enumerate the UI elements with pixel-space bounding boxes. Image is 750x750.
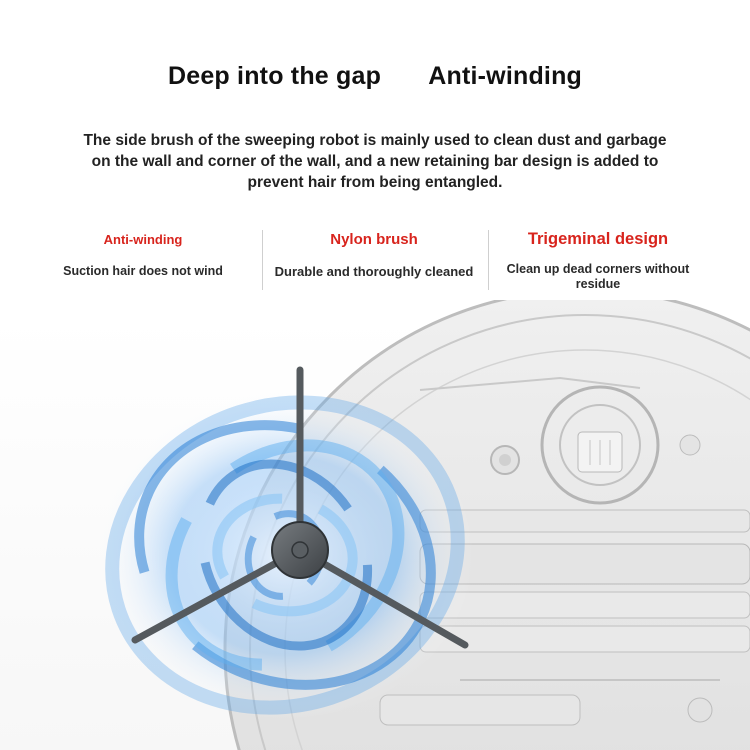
feature-title: Nylon brush — [330, 231, 418, 248]
feature-trigeminal-design — [488, 228, 708, 292]
feature-subtitle: Suction hair does not wind — [63, 264, 223, 278]
feature-title: Anti-winding — [103, 232, 183, 247]
product-illustration — [0, 300, 750, 750]
headline-part-2: Anti-winding — [428, 62, 583, 90]
feature-subtitle: Durable and thoroughly cleaned — [274, 264, 474, 279]
feature-anti-winding — [40, 228, 246, 279]
headline-part-1: Deep into the gap — [167, 62, 382, 90]
feature-nylon-brush — [262, 228, 486, 279]
headline — [0, 62, 750, 91]
description-text: The side brush of the sweeping robot is mainly used to clean dust and garbage on the wall and corner of the wall, and a new retaining bar design is added to prevent hair from being entangled. — [83, 132, 667, 191]
feature-subtitle: Clean up dead corners without residue — [506, 262, 690, 291]
feature-title: Trigeminal design — [527, 230, 669, 248]
feature-row — [40, 228, 720, 298]
